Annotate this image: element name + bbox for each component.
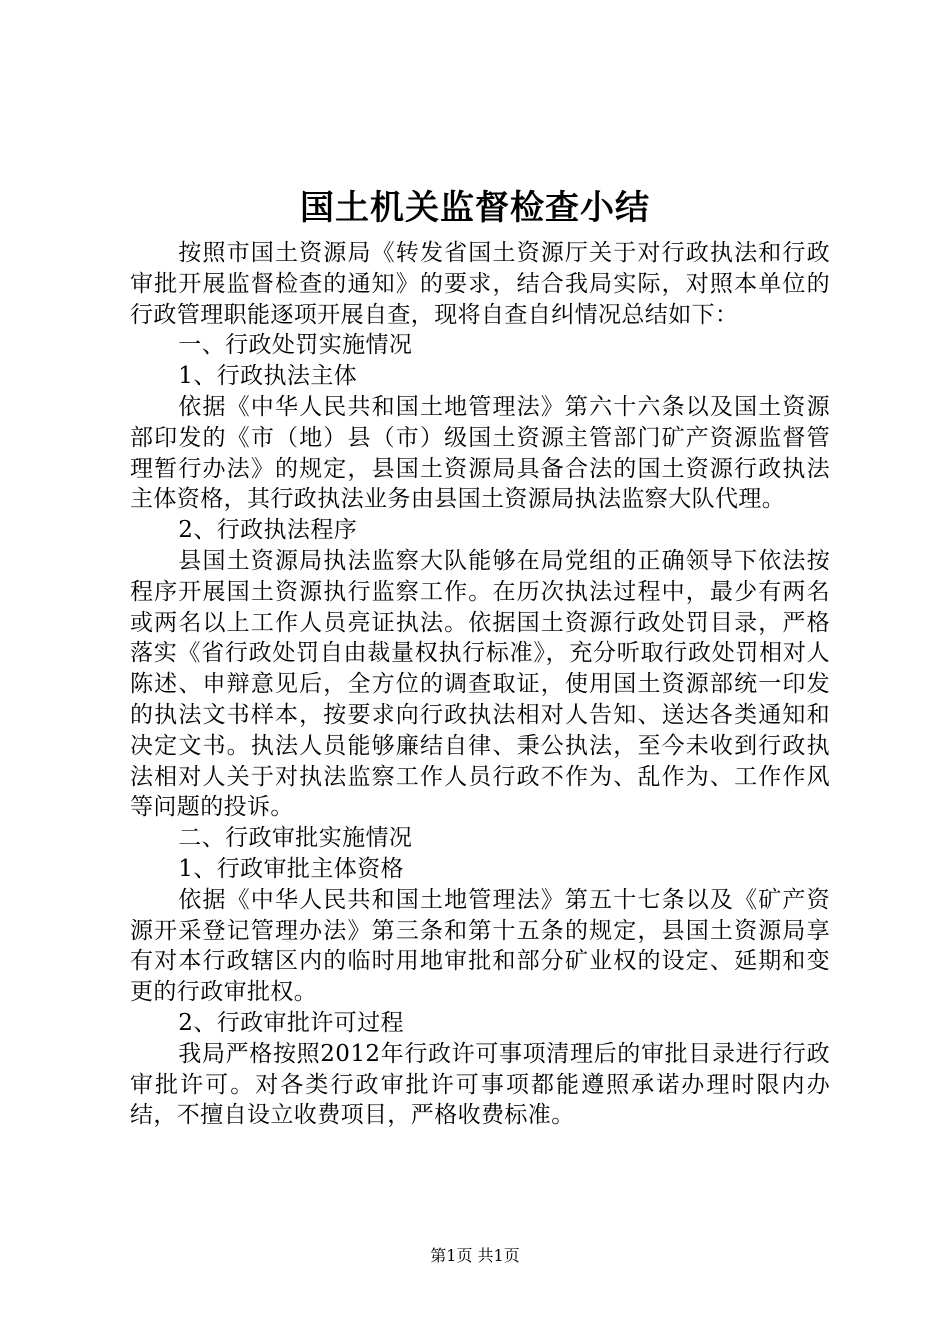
body-paragraph: 我局严格按照2012年行政许可事项清理后的审批目录进行行政审批许可。对各类行政审批许可事项都能遵照承诺办理时限内办结，不擅自设立收费项目，严格收费标准。 [130, 1040, 830, 1129]
subsection-heading: 1、行政审批主体资格 [178, 855, 404, 882]
body-paragraph: 依据《中华人民共和国土地管理法》第五十七条以及《矿产资源开采登记管理办法》第三条和第十五条的规定，县国土资源局享有对本行政辖区内的临时用地审批和部分矿业权的设定、延期和变更的行政审批权。 [130, 886, 830, 1006]
document-title: 国土机关监督检查小结 [300, 188, 650, 228]
intro-paragraph: 按照市国土资源局《转发省国土资源厅关于对行政执法和行政审批开展监督检查的通知》的要求，结合我局实际，对照本单位的行政管理职能逐项开展自查，现将自查自纠情况总结如下： [130, 240, 830, 328]
document-body [130, 238, 830, 1131]
subsection-heading: 2、行政执法程序 [178, 517, 358, 544]
subsection-heading: 1、行政执法主体 [178, 363, 358, 390]
page-footer: 第1页 共1页 [430, 1246, 520, 1265]
section-heading: 二、行政审批实施情况 [178, 825, 413, 852]
section-heading: 一、行政处罚实施情况 [178, 332, 413, 359]
subsection-heading: 2、行政审批许可过程 [178, 1009, 404, 1036]
body-paragraph: 县国土资源局执法监察大队能够在局党组的正确领导下依法按程序开展国土资源执行监察工作。在历次执法过程中，最少有两名或两名以上工作人员亮证执法。依据国土资源行政处罚目录，严格落实《省行政处罚自由裁量权执行标准》，充分听取行政处罚相对人陈述、申辩意见后，全方位的调查取证，使用国土资源部统一印发的执法文书样本，按要求向行政执法相对人告知、送达各类通知和决定文书。执法人员能够廉结自律、秉公执法，至今未收到行政执法相对人关于对执法监察工作人员行政不作为、乱作为、工作作风等问题的投诉。 [130, 547, 830, 821]
body-paragraph: 依据《中华人民共和国土地管理法》第六十六条以及国土资源部印发的《市（地）县（市）级国土资源主管部门矿产资源监督管理暂行办法》的规定，县国土资源局具备合法的国土资源行政执法主体资格，其行政执法业务由县国土资源局执法监察大队代理。 [130, 393, 830, 513]
